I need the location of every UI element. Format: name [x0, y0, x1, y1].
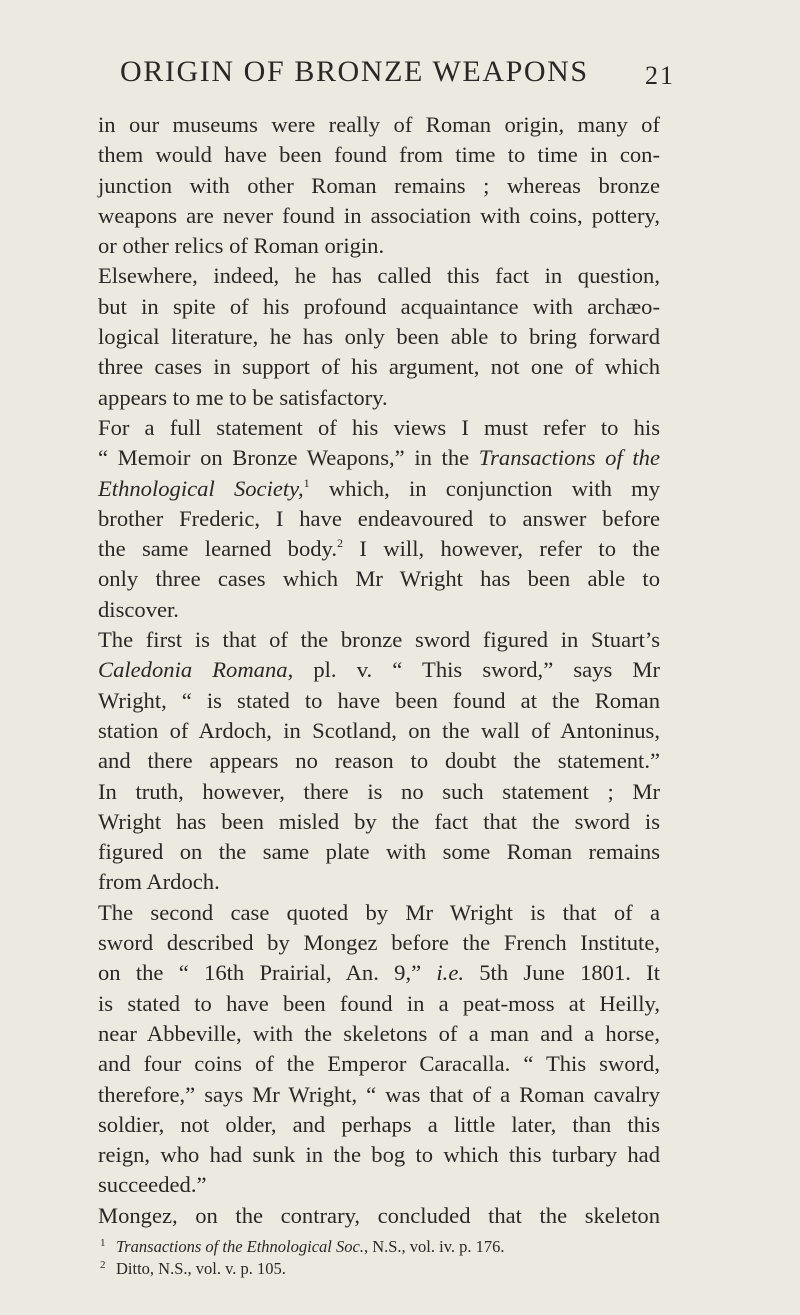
text-line: Wright, “ is stated to have been found at the Roman [98, 687, 660, 713]
footnotes [98, 1236, 660, 1280]
text-line: on the “ 16th Prairial, An. 9,” i.e. 5th June 1801. It [98, 960, 660, 986]
text-line: discover. [98, 596, 179, 622]
text-line: Ethnological Society,$^1$ which, in conjunction with my [98, 475, 660, 501]
text-line: therefore,” says Mr Wright, “ was that of a Roman cavalry [98, 1081, 660, 1107]
text-line: reign, who had sunk in the bog to which this turbary had [98, 1142, 660, 1168]
text-line: The second case quoted by Mr Wright is that of a [98, 899, 660, 925]
text-line: or other relics of Roman origin. [98, 233, 385, 259]
text-line: figured on the same plate with some Roman remains [98, 839, 660, 865]
text-line: “ Memoir on Bronze Weapons,” in the Transactions of the [98, 445, 660, 471]
footnote-mark: 2 [100, 1259, 106, 1271]
footnote-text: Transactions of the Ethnological Soc., N.S., vol. iv. p. 176. [116, 1237, 505, 1256]
text-line: Caledonia Romana, pl. v. “ This sword,” says Mr [98, 657, 661, 683]
text-line: station of Ardoch, in Scotland, on the wall of Antoninus, [98, 717, 660, 743]
text-line: In truth, however, there is no such statement ; Mr [98, 778, 660, 804]
text-line: only three cases which Mr Wright has been able to [98, 566, 660, 592]
text-line: For a full statement of his views I must refer to his [98, 414, 660, 440]
text-line: from Ardoch. [98, 869, 220, 895]
text-line: appears to me to be satisfactory. [98, 384, 388, 410]
text-line: Wright has been misled by the fact that the sword is [98, 808, 660, 834]
text-line: weapons are never found in association with coins, pottery, [98, 202, 660, 228]
text-line: logical literature, he has only been able to bring forward [98, 324, 660, 350]
text-line: succeeded.” [98, 1172, 207, 1198]
text-line: and there appears no reason to doubt the statement.” [98, 748, 660, 774]
text-line: sword described by Mongez before the French Institute, [98, 930, 660, 956]
footnote [98, 1236, 660, 1258]
footnote-text: Ditto, N.S., vol. v. p. 105. [116, 1259, 286, 1278]
text-line: in our museums were really of Roman origin, many of [98, 112, 660, 137]
text-line: is stated to have been found in a peat-moss at Heilly, [98, 990, 660, 1016]
text-line: three cases in support of his argument, not one of which [98, 354, 660, 380]
text-line: but in spite of his profound acquaintance with archæo- [98, 293, 660, 319]
running-title: ORIGIN OF BRONZE WEAPONS [120, 55, 589, 88]
text-line: Elsewhere, indeed, he has called this fact in question, [98, 263, 660, 289]
footnote-mark: 1 [100, 1237, 106, 1249]
text-line: Mongez, on the contrary, concluded that the skeleton [98, 1202, 660, 1228]
text-line: the same learned body.$^2$ I will, however, refer to the [98, 536, 660, 562]
text-line: near Abbeville, with the skeletons of a man and a horse, [98, 1020, 660, 1046]
running-head [0, 54, 800, 94]
text-line: The first is that of the bronze sword figured in Stuart’s [98, 627, 660, 653]
body-text [98, 110, 660, 1231]
text-line: junction with other Roman remains ; whereas bronze [98, 172, 660, 198]
footnote [98, 1258, 660, 1280]
text-line: and four coins of the Emperor Caracalla. “ This sword, [98, 1051, 660, 1077]
text-line: soldier, not older, and perhaps a little later, than this [98, 1111, 660, 1137]
page-number: 21 [645, 61, 675, 90]
text-line: them would have been found from time to time in con- [98, 142, 660, 168]
text-line: brother Frederic, I have endeavoured to answer before [98, 505, 660, 531]
